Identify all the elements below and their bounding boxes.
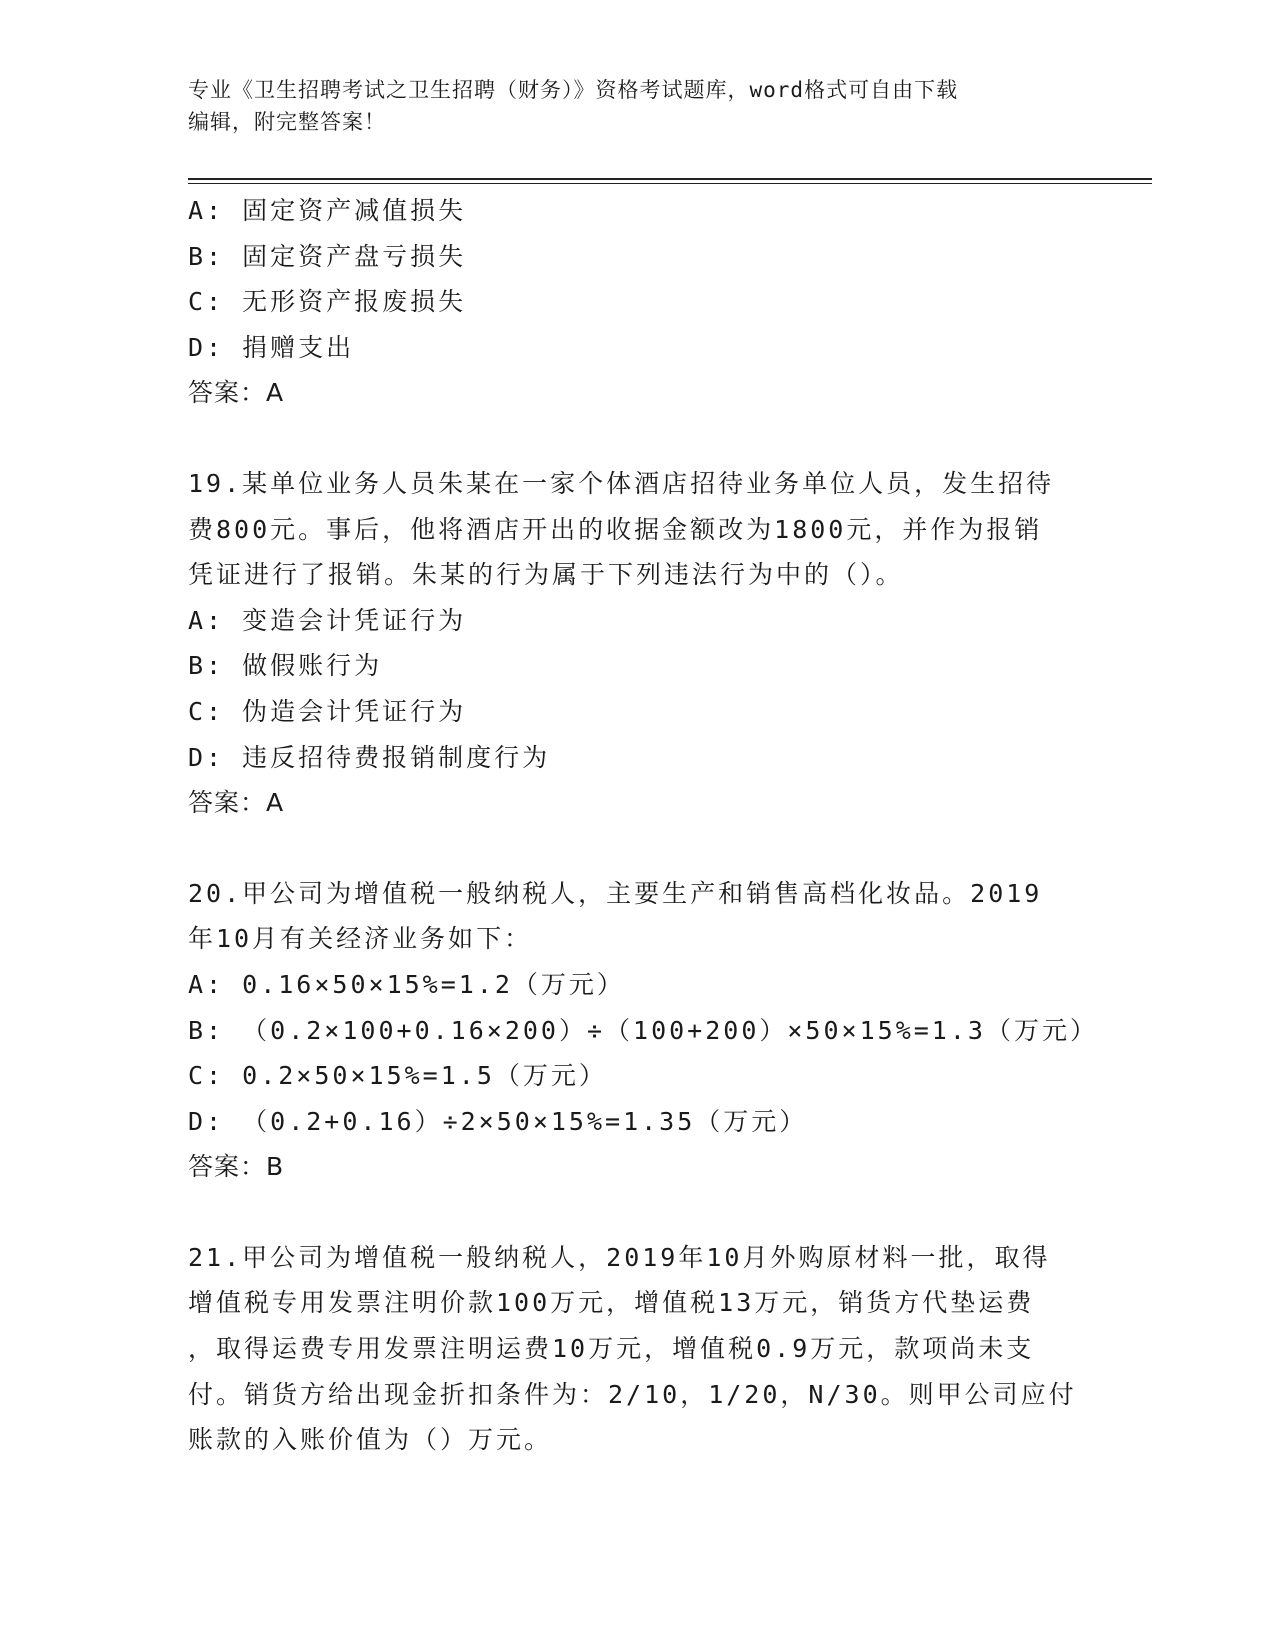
option-b: B: （0.2×100+0.16×200）÷（100+200）×50×15%=1.3（万元） <box>188 1015 1098 1045</box>
option-d: D: 捐赠支出 <box>188 332 355 362</box>
question-stem-line: 凭证进行了报销。朱某的行为属于下列违法行为中的（）。 <box>188 560 904 590</box>
prev-question-block <box>188 188 1088 416</box>
option-b: B: 做假账行为 <box>188 651 383 681</box>
option-c: C: 0.2×50×15%=1.5（万元） <box>188 1061 607 1091</box>
option-c: C: 伪造会计凭证行为 <box>188 696 467 726</box>
question-21-block <box>188 1235 1088 1463</box>
answer-line: 答案：A <box>188 788 285 818</box>
option-b: B: 固定资产盘亏损失 <box>188 241 467 271</box>
option-d: D: （0.2+0.16）÷2×50×15%=1.35（万元） <box>188 1106 808 1136</box>
answer-line: 答案：B <box>188 1152 285 1182</box>
question-stem-line: 费800元。事后，他将酒店开出的收据金额改为1800元，并作为报销 <box>188 514 1043 544</box>
question-stem-line: 付。销货方给出现金折扣条件为：2/10，1/20，N/30。则甲公司应付 <box>188 1379 1077 1409</box>
option-d: D: 违反招待费报销制度行为 <box>188 742 551 772</box>
question-20-block <box>188 871 1098 1190</box>
question-stem-line: 20.甲公司为增值税一般纳税人，主要生产和销售高档化妆品。2019 <box>188 878 1043 908</box>
question-content <box>188 188 1098 1463</box>
question-stem-line: 21.甲公司为增值税一般纳税人，2019年10月外购原材料一批，取得 <box>188 1242 1051 1272</box>
question-stem-line: ，取得运费专用发票注明运费10万元，增值税0.9万元，款项尚未支 <box>188 1334 1035 1364</box>
answer-line: 答案：A <box>188 378 285 408</box>
header-line-2: 编辑，附完整答案！ <box>188 110 386 134</box>
question-stem-line: 增值税专用发票注明价款100万元，增值税13万元，销货方代垫运费 <box>188 1288 1035 1318</box>
header-rule-thick <box>188 178 1152 180</box>
option-a: A: 0.16×50×15%=1.2（万元） <box>188 969 625 999</box>
spacer <box>188 1190 1088 1235</box>
document-header <box>188 74 1068 138</box>
question-stem-line: 19.某单位业务人员朱某在一家个体酒店招待业务单位人员，发生招待 <box>188 468 1055 498</box>
spacer <box>188 416 1088 461</box>
question-stem-line: 账款的入账价值为（）万元。 <box>188 1425 553 1455</box>
question-stem-line: 年10月有关经济业务如下： <box>188 924 533 954</box>
question-19-block <box>188 461 1088 826</box>
header-rule-thin <box>188 183 1152 184</box>
header-line-1: 专业《卫生招聘考试之卫生招聘（财务）》资格考试题库，word格式可自由下载 <box>188 78 959 102</box>
option-a: A: 变造会计凭证行为 <box>188 605 467 635</box>
option-c: C: 无形资产报废损失 <box>188 287 467 317</box>
option-a: A: 固定资产减值损失 <box>188 196 467 225</box>
spacer <box>188 826 1088 871</box>
